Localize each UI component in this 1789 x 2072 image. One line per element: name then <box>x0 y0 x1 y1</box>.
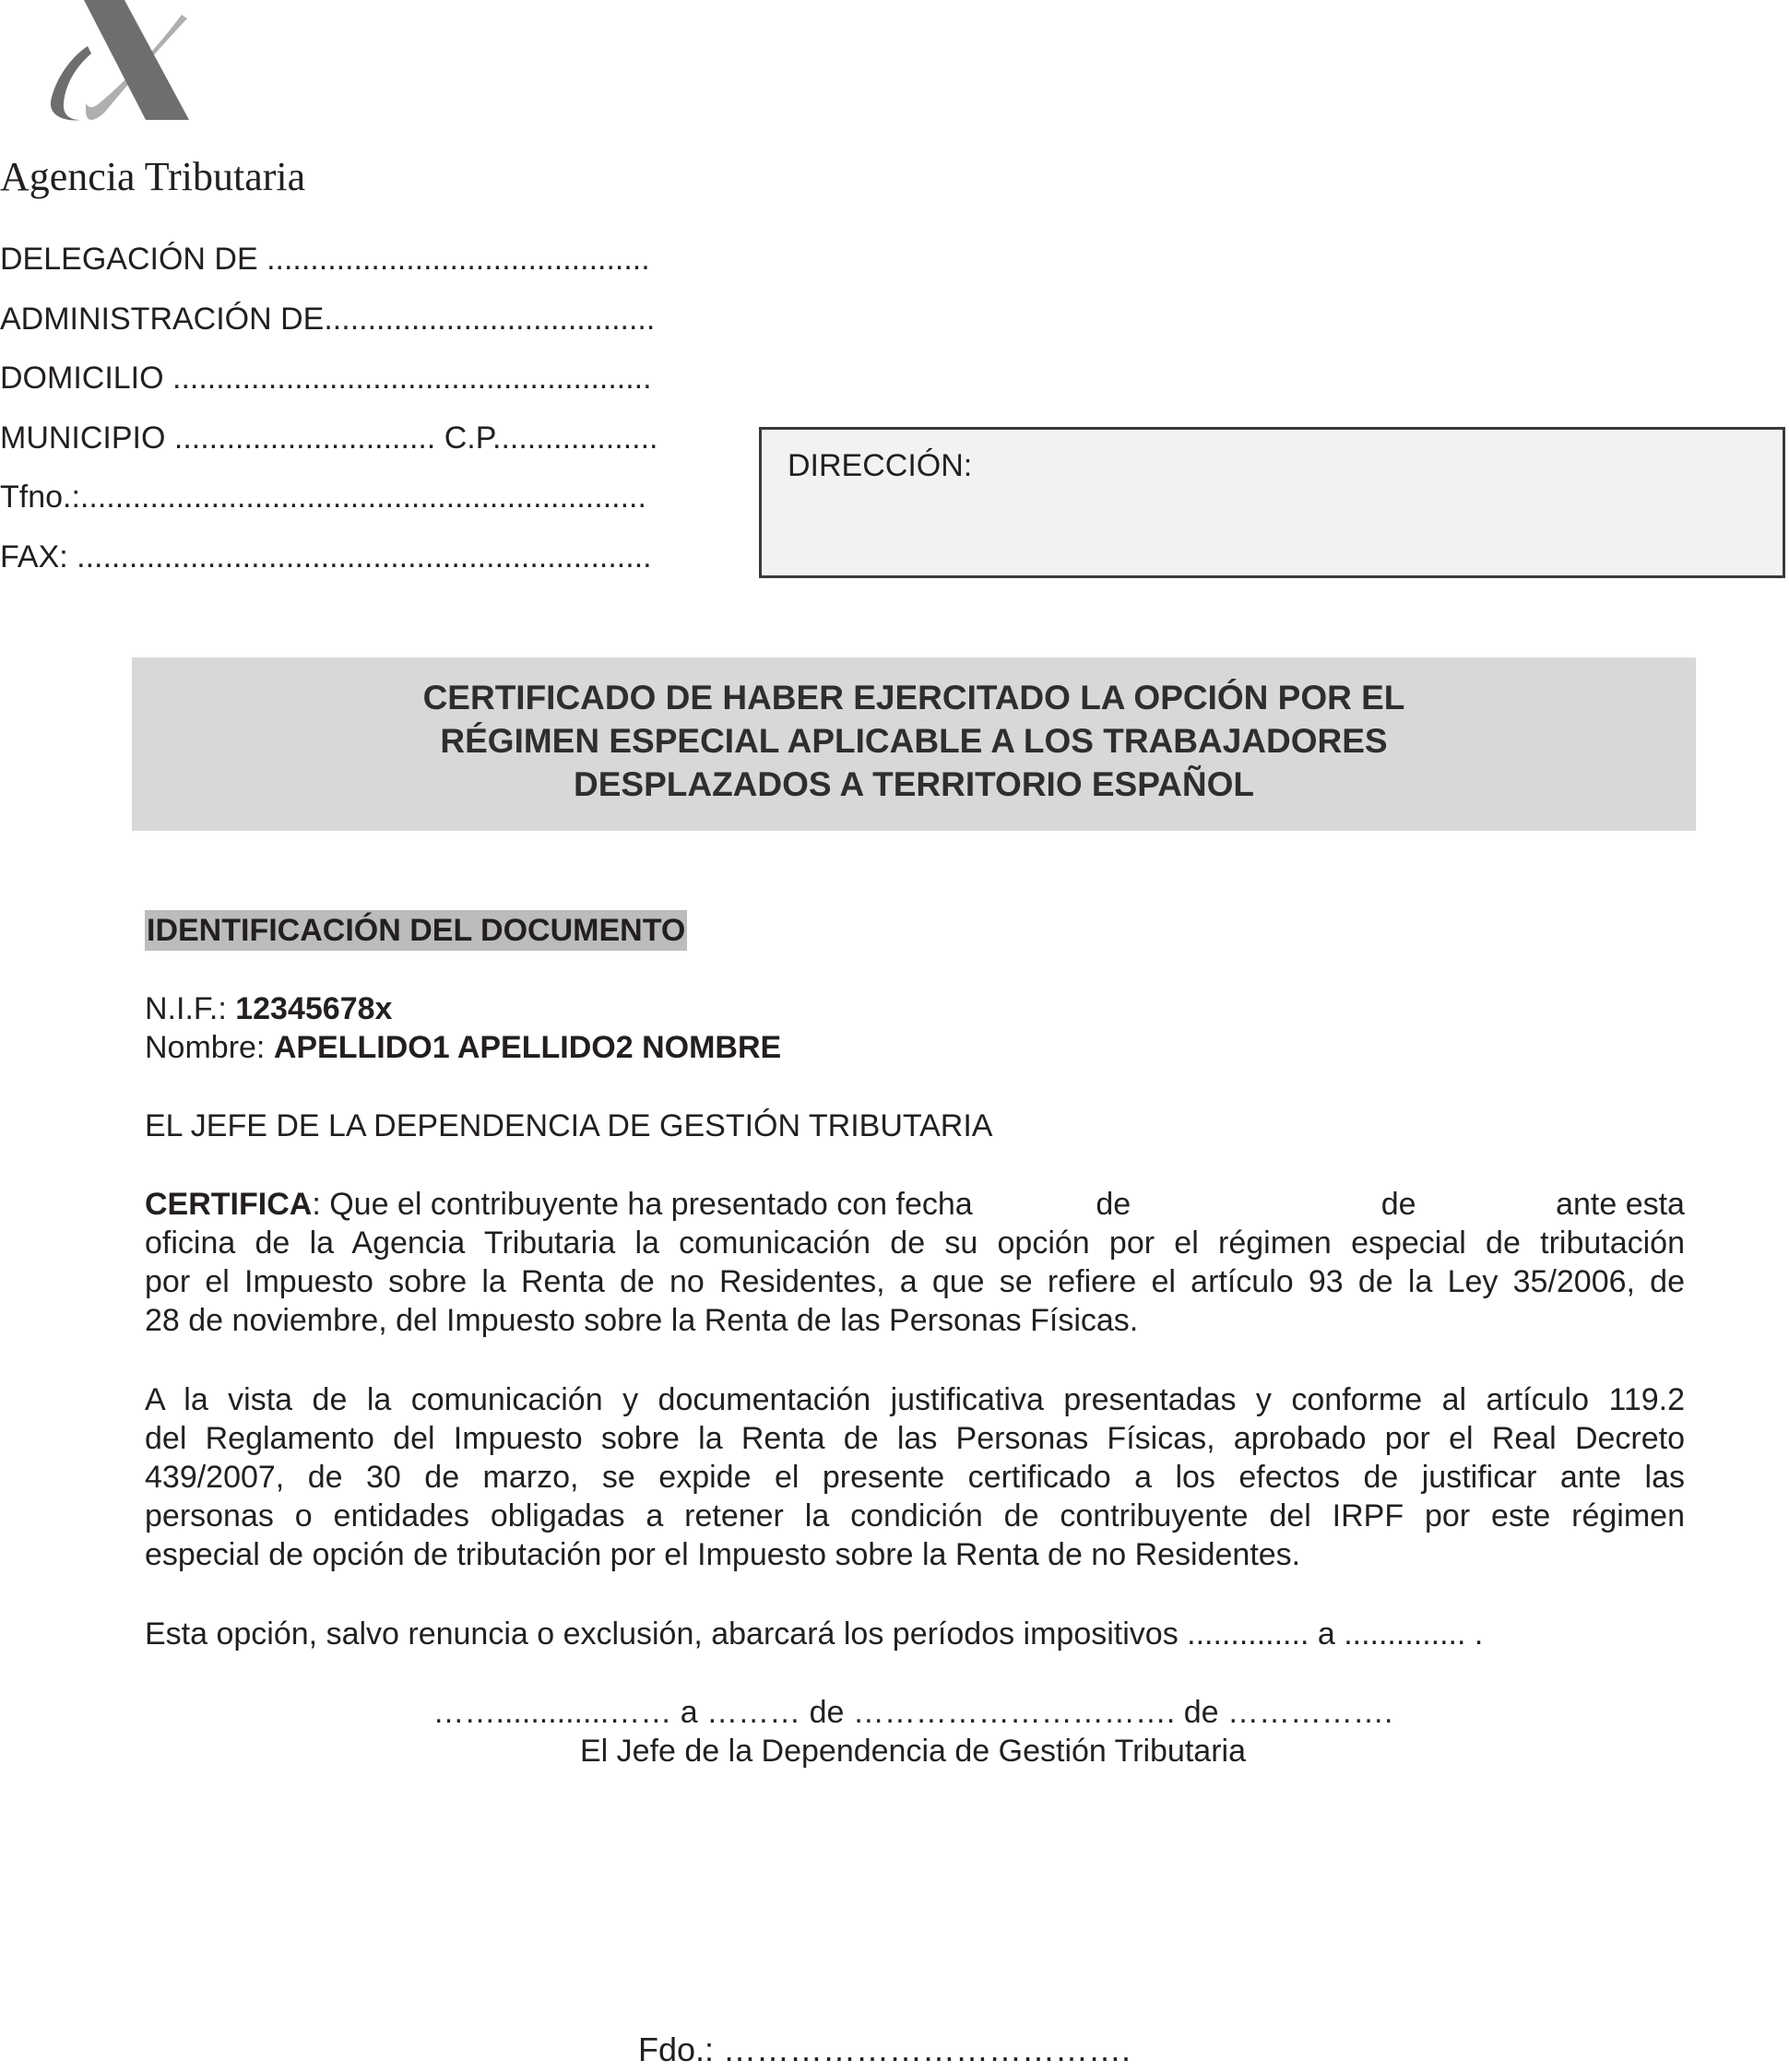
vista-line: A la vista de la comunicación y documentación justificativa presentadas y conforme al artículo 119.2 <box>145 1382 1685 1417</box>
field-delegacion: DELEGACIÓN DE ............................................ <box>0 242 650 277</box>
agencia-tributaria-logo <box>51 0 198 124</box>
title-line-3: DESPLAZADOS A TERRITORIO ESPAÑOL <box>574 765 1254 803</box>
name-label: Nombre: <box>145 1030 274 1065</box>
field-fax: FAX: .................................................................. <box>0 539 652 574</box>
certifica-de-2: de <box>1380 1187 1416 1222</box>
signature-date-line: …….............…… a ……… de …………………………. de ……………. <box>432 1695 1393 1730</box>
certifica-line: por el Impuesto sobre la Renta de no Residentes, a que se refiere el artículo 93 de la Ley 35/2006, de <box>145 1264 1685 1299</box>
vista-line: del Reglamento del Impuesto sobre la Renta de las Personas Físicas, aprobado por el Real Decreto <box>145 1421 1685 1456</box>
vista-paragraph <box>145 1380 1685 1574</box>
certifica-line: oficina de la Agencia Tributaria la comunicación de su opción por el régimen especial de tributación <box>145 1225 1685 1261</box>
opcion-line: Esta opción, salvo renuncia o exclusión, abarcará los períodos impositivos .............. a .............. . <box>145 1616 1484 1652</box>
document-title <box>132 676 1696 806</box>
direccion-box <box>759 427 1785 578</box>
document-title-band <box>132 657 1696 831</box>
authority-line: EL JEFE DE LA DEPENDENCIA DE GESTIÓN TRIBUTARIA <box>145 1108 993 1143</box>
certifica-end: ante esta <box>1556 1187 1685 1222</box>
certifica-de-1: de <box>1096 1187 1131 1222</box>
signature-fdo-line: Fdo.: ………………………………. <box>638 2031 1131 2068</box>
field-telefono: Tfno.:................................................................. <box>0 480 646 515</box>
name-line <box>145 1028 781 1067</box>
vista-line: personas o entidades obligadas a retener la condición de contribuyente del IRPF por este régimen <box>145 1498 1685 1533</box>
name-value: APELLIDO1 APELLIDO2 NOMBRE <box>273 1030 782 1065</box>
field-administracion: ADMINISTRACIÓN DE...................................... <box>0 302 656 337</box>
field-municipio: MUNICIPIO .............................. C.P................... <box>0 420 658 456</box>
certifica-line: 28 de noviembre, del Impuesto sobre la Renta de las Personas Físicas. <box>145 1303 1139 1338</box>
certifica-first-line <box>145 1185 1685 1224</box>
title-line-2: RÉGIMEN ESPECIAL APLICABLE A LOS TRABAJADORES <box>440 722 1388 760</box>
identification-heading: IDENTIFICACIÓN DEL DOCUMENTO <box>145 910 687 951</box>
title-line-1: CERTIFICADO DE HABER EJERCITADO LA OPCIÓN POR EL <box>422 679 1405 716</box>
nif-value: 12345678x <box>235 991 393 1026</box>
vista-line: 439/2007, de 30 de marzo, se expide el presente certificado a los efectos de justificar ante las <box>145 1460 1685 1495</box>
certifica-label: CERTIFICA <box>145 1187 313 1222</box>
direccion-label: DIRECCIÓN: <box>788 448 973 483</box>
field-domicilio: DOMICILIO ....................................................... <box>0 361 652 396</box>
certifica-text: : Que el contribuyente ha presentado con fecha <box>312 1187 973 1222</box>
nif-label: N.I.F.: <box>145 991 236 1026</box>
vista-line: especial de opción de tributación por el Impuesto sobre la Renta de no Residentes. <box>145 1537 1301 1572</box>
signer-title: El Jefe de la Dependencia de Gestión Tributaria <box>579 1734 1246 1769</box>
nif-line <box>145 989 392 1028</box>
brand-name: Agencia Tributaria <box>0 154 306 199</box>
certifica-paragraph <box>145 1185 1685 1340</box>
